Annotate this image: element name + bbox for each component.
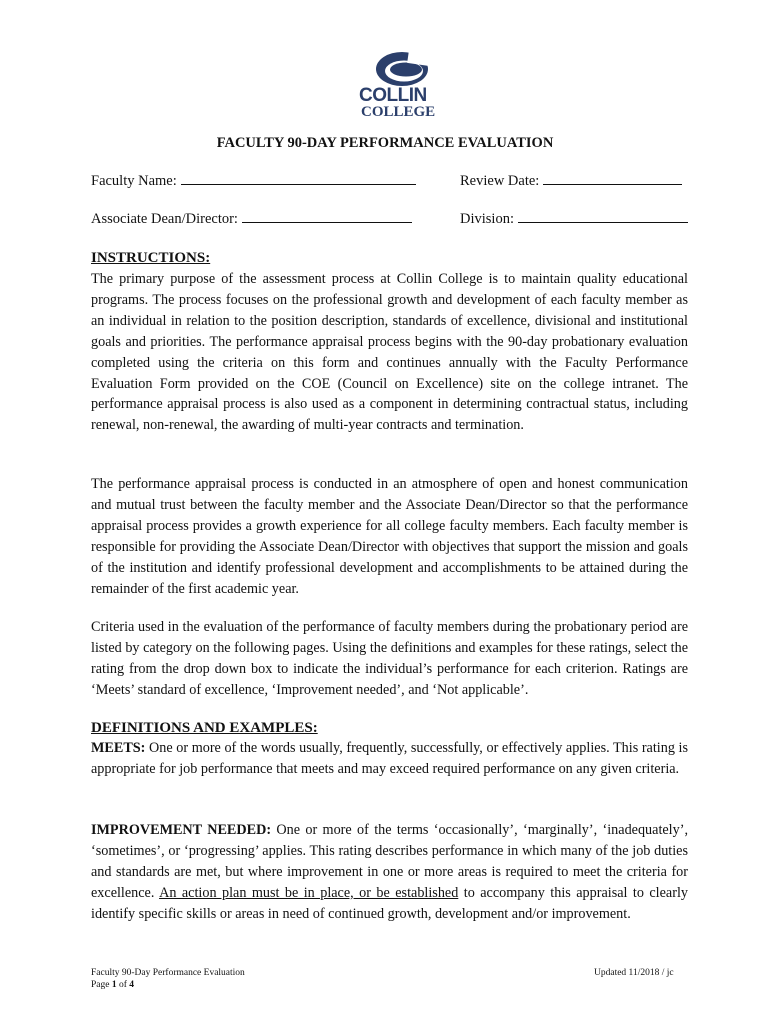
footer-updated-date: Updated 11/2018 / jc [594,968,674,978]
associate-dean-blank[interactable] [242,210,412,223]
page-current: 1 [111,980,117,990]
meets-text: One or more of the words usually, frequently, successfully, or effectively applies. This rating is appropriate for job performance that meets and may exceed required performance on any given criteria. [91,740,688,777]
improvement-needed-definition [91,820,688,925]
review-date-blank[interactable] [543,172,682,185]
division-field [460,210,688,228]
faculty-name-blank[interactable] [181,172,416,185]
review-date-label: Review Date: [460,173,540,189]
instructions-paragraph-1: The primary purpose of the assessment process at Collin College is to maintain quality educational programs. The process focuses on the professional growth and development of each faculty member as an individual in relation to the position description, standards of excellence, divisional and institutional goals and priorities. The performance appraisal process begins with the 90-day probationary evaluation completed using the criteria on this form and continues annually with the Faculty Performance Evaluation Form provided on the COE (Council on Excellence) site on the college intranet. The performance appraisal process is also used as a component in determining contractual status, including renewal, non-renewal, the awarding of multi-year contracts and termination. [91,271,688,434]
division-label: Division: [460,211,514,227]
improvement-text-2: to accompany this appraisal to clearly identify specific skills or areas in need of continued growth, development and/or improvement. [91,884,688,922]
instructions-heading: INSTRUCTIONS: [91,250,211,266]
meets-definition [91,738,688,780]
review-date-field [460,172,682,190]
page-prefix: Page [91,980,112,990]
improvement-text-1: One or more of the terms ‘occasionally’, ‘marginally’, ‘inadequately’, ‘sometimes’, or ‘progressing’ applies. This rating describes performance in which many of the job duties and standards are met, but where improvement in one or more areas is required to meet the criteria for excellence. [91,822,688,901]
associate-dean-label: Associate Dean/Director: [91,211,238,227]
instructions-paragraph-3: Criteria used in the evaluation of the performance of faculty members during the probationary period are listed by category on the following pages. Using the definitions and examples for these ratings, select the rating from the drop down box to indicate the individual’s performance for each criterion. Ratings are ‘Meets’ standard of excellence, ‘Improvement needed’, and ‘Not applicable’. [91,619,688,698]
logo-word-collin: COLLIN [359,85,427,106]
associate-dean-field [91,210,412,228]
definitions-heading: DEFINITIONS AND EXAMPLES: [91,720,318,736]
action-plan-underlined-text: An action plan must be in place, or be established [159,884,459,901]
improvement-label: IMPROVEMENT NEEDED: [91,822,272,838]
logo-word-college: COLLEGE [361,104,436,120]
footer-document-name: Faculty 90-Day Performance Evaluation [91,968,245,978]
footer-page-number [91,979,245,991]
division-blank[interactable] [518,210,688,223]
page-of: of [116,980,130,990]
instructions-paragraph-2: The performance appraisal process is conducted in an atmosphere of open and honest communication and mutual trust between the faculty member and the Associate Dean/Director so that the performance appraisal process provides a growth experience for all college faculty members. Each faculty member is responsible for providing the Associate Dean/Director with objectives that support the mission and goals of the institution and identify professional development and accomplishments to be attained during the remainder of the first academic year. [91,476,688,597]
meets-label: MEETS: [91,740,146,756]
page-total: 4 [129,980,135,990]
document-title: FACULTY 90-DAY PERFORMANCE EVALUATION [216,135,554,151]
faculty-name-field [91,172,416,190]
faculty-name-label: Faculty Name: [91,173,177,189]
footer-left [91,967,245,991]
